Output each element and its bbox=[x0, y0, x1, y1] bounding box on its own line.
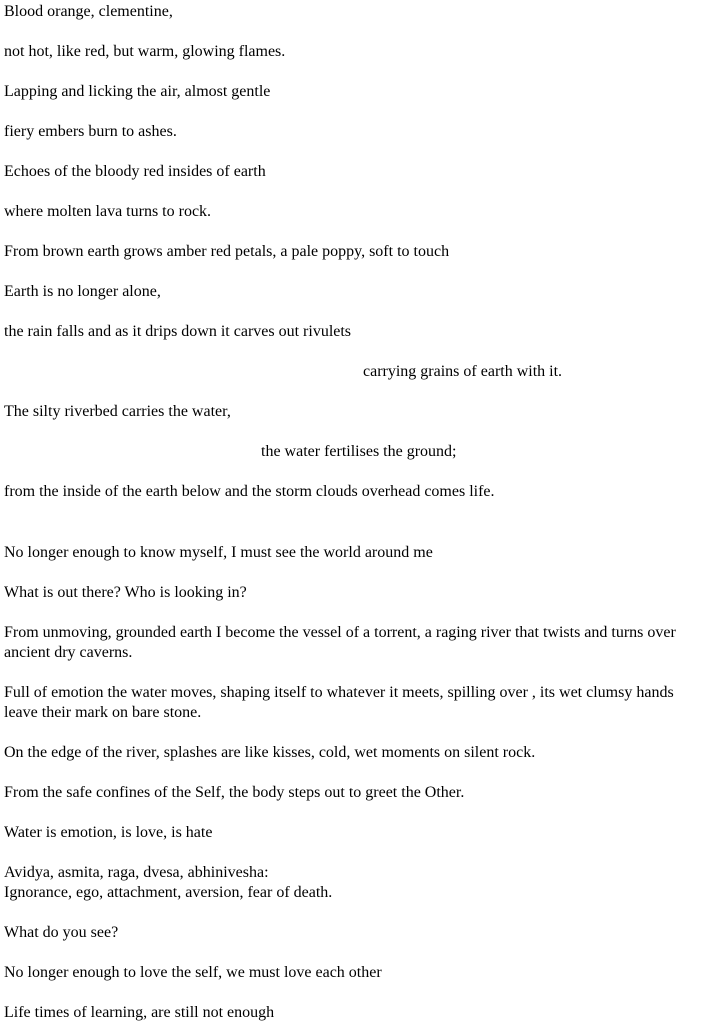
poem-line-22: Ignorance, ego, attachment, aversion, fear of death. bbox=[4, 884, 333, 901]
poem-line-20: Water is emotion, is love, is hate bbox=[4, 824, 213, 841]
poem-line-23: What do you see? bbox=[4, 924, 119, 941]
poem-line-13: from the inside of the earth below and the storm clouds overhead comes life. bbox=[4, 483, 495, 500]
poem-line-14: No longer enough to know myself, I must see the world around me bbox=[4, 544, 433, 561]
poem-line-19: From the safe confines of the Self, the body steps out to greet the Other. bbox=[4, 784, 465, 801]
poem-line-24: No longer enough to love the self, we must love each other bbox=[4, 964, 382, 981]
poem-line-15: What is out there? Who is looking in? bbox=[4, 584, 247, 601]
poem-line-18: On the edge of the river, splashes are like kisses, cold, wet moments on silent rock. bbox=[4, 744, 536, 761]
poem-line-6: where molten lava turns to rock. bbox=[4, 203, 212, 220]
poem-line-25: Life times of learning, are still not enough bbox=[4, 1004, 275, 1021]
poem-line-3: Lapping and licking the air, almost gentle bbox=[4, 83, 271, 100]
poem-line-5: Echoes of the bloody red insides of earth bbox=[4, 163, 266, 180]
poem-line-21: Avidya, asmita, raga, dvesa, abhinivesha: bbox=[4, 864, 269, 881]
poem-line-4: fiery embers burn to ashes. bbox=[4, 123, 177, 140]
poem-line-16: From unmoving, grounded earth I become the vessel of a torrent, a raging river that twists and turns over ancient dry caverns. bbox=[4, 624, 676, 661]
poem-line-8: Earth is no longer alone, bbox=[4, 283, 161, 300]
poem-line-2: not hot, like red, but warm, glowing flames. bbox=[4, 43, 286, 60]
poem-line-17: Full of emotion the water moves, shaping itself to whatever it meets, spilling over , its wet clumsy hands leave their mark on bare stone. bbox=[4, 684, 674, 721]
poem-line-12-indented: the water fertilises the ground; bbox=[261, 443, 457, 460]
poem-line-1: Blood orange, clementine, bbox=[4, 3, 173, 20]
poem-line-10-indented: carrying grains of earth with it. bbox=[363, 363, 563, 380]
poem-line-7: From brown earth grows amber red petals, a pale poppy, soft to touch bbox=[4, 243, 450, 260]
poem-line-9: the rain falls and as it drips down it carves out rivulets bbox=[4, 323, 352, 340]
poem-line-11: The silty riverbed carries the water, bbox=[4, 403, 231, 420]
